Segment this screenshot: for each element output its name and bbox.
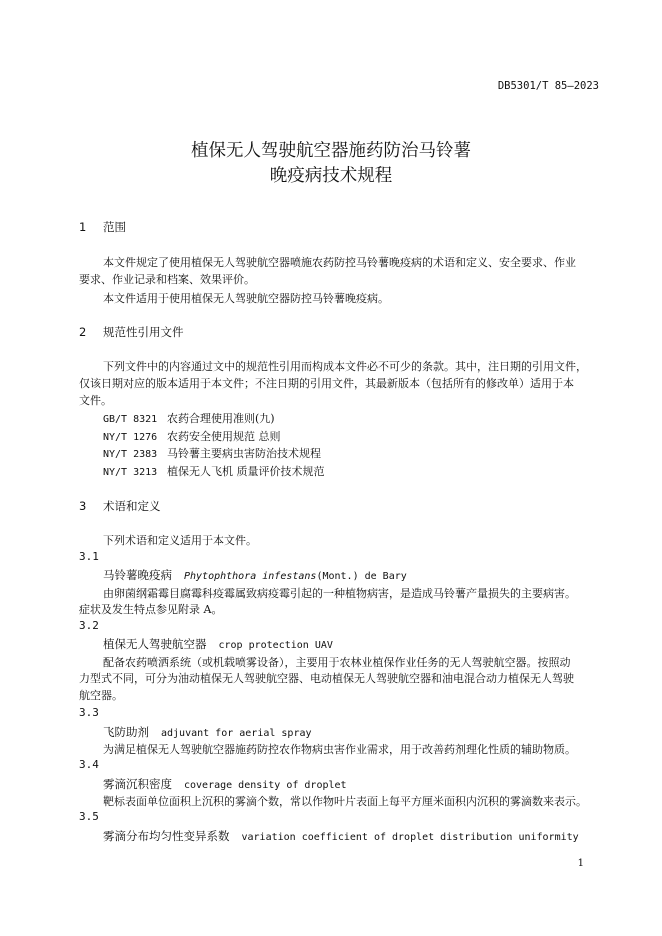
paragraph-line: 力型式不同，可分为油动植保无人驾驶航空器、电动植保无人驾驶航空器和油电混合动力植保无人驾驶 <box>79 672 574 685</box>
reference-item <box>103 463 325 479</box>
reference-item <box>103 428 281 444</box>
term-number: 3.3 <box>79 706 99 719</box>
reference-title: 植保无人飞机 质量评价技术规范 <box>167 465 325 478</box>
doc-code-header: DB5301/T 85—2023 <box>497 80 599 92</box>
paragraph-line: 下列术语和定义适用于本文件。 <box>103 534 257 547</box>
reference-code: NY/T 1276 <box>103 432 158 443</box>
paragraph-line: 本文件规定了使用植保无人驾驶航空器喷施农药防控马铃薯晚疫病的术语和定义、安全要求、作业 <box>103 256 576 269</box>
term-heading <box>103 724 312 740</box>
term-zh: 雾滴分布均匀性变异系数 <box>103 829 230 843</box>
term-en: variation coefficient of droplet distribution uniformity <box>241 832 579 843</box>
section-number: 2 <box>79 325 87 339</box>
reference-title: 农药安全使用规范 总则 <box>167 430 281 443</box>
reference-title: 农药合理使用准则(九) <box>167 412 275 425</box>
section-3-heading <box>79 498 161 514</box>
paragraph-line: 配备农药喷洒系统（或机载喷雾设备），主要用于农林业植保作业任务的无人驾驶航空器。按照动 <box>103 656 571 669</box>
reference-item <box>103 410 275 426</box>
section-title: 规范性引用文件 <box>103 325 184 339</box>
term-en: (Mont.) de Bary <box>316 571 407 582</box>
term-heading <box>103 776 347 792</box>
reference-code: GB/T 8321 <box>103 414 158 425</box>
term-heading <box>103 567 407 583</box>
section-number: 3 <box>79 499 87 513</box>
paragraph-line: 要求、作业记录和档案、效果评价。 <box>79 273 255 286</box>
paragraph-line: 靶标表面单位面积上沉积的雾滴个数，常以作物叶片表面上每平方厘米面积内沉积的雾滴数来表示。 <box>103 795 587 808</box>
term-zh: 飞防助剂 <box>103 725 149 739</box>
term-en: crop protection UAV <box>218 640 333 651</box>
reference-code: NY/T 2383 <box>103 449 158 460</box>
term-en: adjuvant for aerial spray <box>161 728 312 739</box>
paragraph-line: 仅该日期对应的版本适用于本文件；不注日期的引用文件，其最新版本（包括所有的修改单）适用于本 <box>79 377 574 390</box>
reference-code: NY/T 3213 <box>103 467 158 478</box>
title-line-1: 植保无人驾驶航空器施药防治马铃薯 <box>191 141 471 161</box>
term-heading <box>103 636 333 652</box>
term-number: 3.5 <box>79 810 99 823</box>
term-zh: 雾滴沉积密度 <box>103 777 172 791</box>
paragraph-line: 为满足植保无人驾驶航空器施药防控农作物病虫害作业需求，用于改善药剂理化性质的辅助物质。 <box>103 743 576 756</box>
paragraph-line: 由卵菌纲霜霉目腐霉科疫霉属致病疫霉引起的一种植物病害，是造成马铃薯产量损失的主要病害。 <box>103 587 576 600</box>
paragraph-line: 航空器。 <box>79 689 123 702</box>
section-title: 范围 <box>103 220 126 234</box>
paragraph-line: 症状及发生特点参见附录 A。 <box>79 603 223 616</box>
paragraph-line: 文件。 <box>79 394 112 407</box>
term-number: 3.2 <box>79 619 99 632</box>
reference-title: 马铃薯主要病虫害防治技术规程 <box>167 447 321 460</box>
section-number: 1 <box>79 220 87 234</box>
page-number: 1 <box>577 858 584 869</box>
title-line-2: 晚疫病技术规程 <box>269 166 393 186</box>
term-number: 3.4 <box>79 758 99 771</box>
section-title: 术语和定义 <box>103 499 161 513</box>
term-zh: 马铃薯晚疫病 <box>103 568 172 582</box>
section-1-heading <box>79 219 126 235</box>
term-en: coverage density of droplet <box>184 780 347 791</box>
section-2-heading <box>79 324 184 340</box>
paragraph-line: 下列文件中的内容通过文中的规范性引用而构成本文件必不可少的条款。其中，注日期的引用文件， <box>103 360 587 373</box>
paragraph-line: 本文件适用于使用植保无人驾驶航空器防控马铃薯晚疫病。 <box>103 292 389 305</box>
term-number: 3.1 <box>79 550 99 563</box>
term-heading <box>103 828 579 844</box>
reference-item <box>103 445 321 461</box>
term-zh: 植保无人驾驶航空器 <box>103 637 207 651</box>
term-en-italic: Phytophthora infestans <box>184 571 317 582</box>
